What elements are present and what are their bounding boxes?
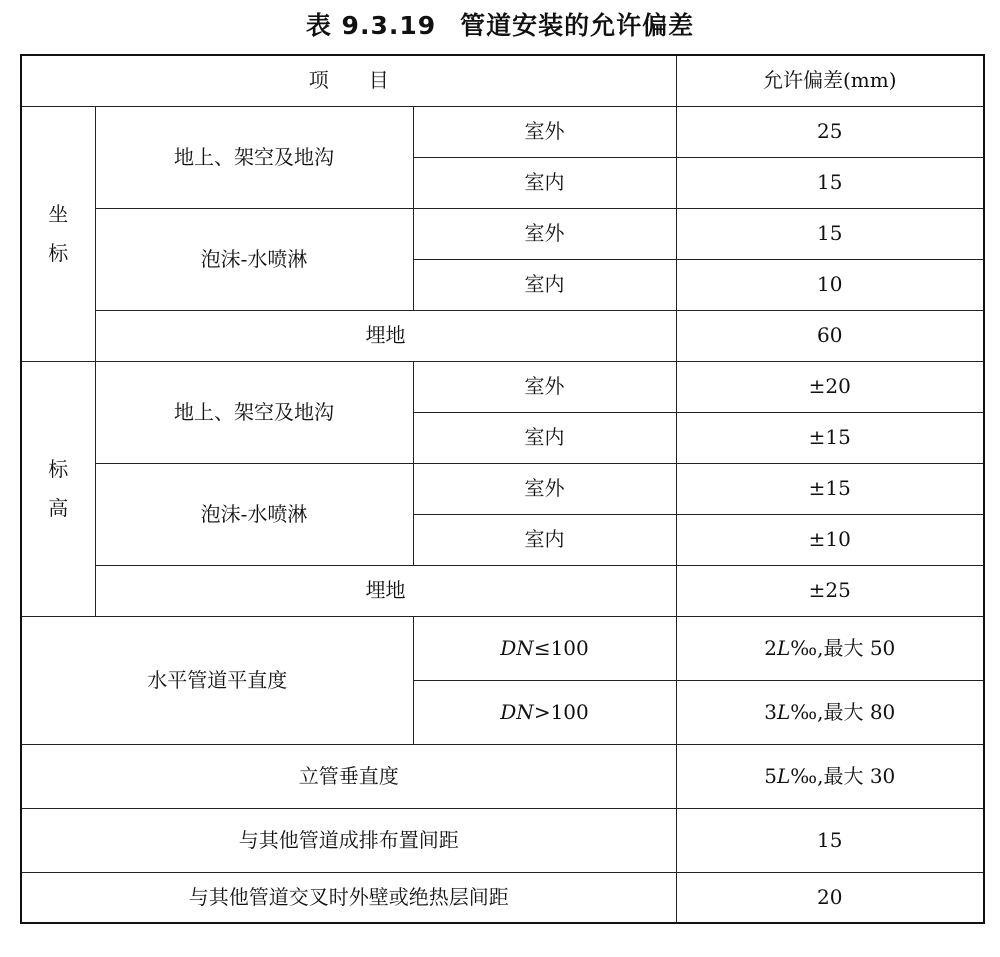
table-number: 表 9.3.19	[305, 11, 437, 40]
location-cell: 室外	[413, 106, 676, 157]
location-cell: 室内	[413, 514, 676, 565]
value-cell: ±15	[676, 463, 984, 514]
tolerance-table	[20, 54, 985, 924]
group-label-elevation: 标 高	[21, 361, 95, 616]
table-row	[21, 361, 984, 412]
table-row	[21, 208, 984, 259]
value-cell: 60	[676, 310, 984, 361]
table-row	[21, 744, 984, 808]
value-cell: 5L‰,最大 30	[676, 744, 984, 808]
value-cell: ±25	[676, 565, 984, 616]
location-cell: 室外	[413, 463, 676, 514]
value-cell: ±20	[676, 361, 984, 412]
location-cell: 室外	[413, 361, 676, 412]
subgroup-label: 埋地	[95, 310, 676, 361]
horizontal-label: 水平管道平直度	[21, 616, 413, 744]
subgroup-label: 地上、架空及地沟	[95, 361, 413, 463]
value-cell: 3L‰,最大 80	[676, 680, 984, 744]
value-cell: ±15	[676, 412, 984, 463]
condition-cell: DN≤100	[413, 616, 676, 680]
value-cell: 15	[676, 208, 984, 259]
table-title	[0, 6, 1000, 42]
header-row	[21, 55, 984, 106]
table-row	[21, 872, 984, 923]
table-row	[21, 463, 984, 514]
value-cell: ±10	[676, 514, 984, 565]
location-cell: 室内	[413, 412, 676, 463]
value-cell: 25	[676, 106, 984, 157]
value-cell: 15	[676, 157, 984, 208]
table-title-text: 管道安装的允许偏差	[460, 11, 695, 40]
table-row	[21, 106, 984, 157]
subgroup-label: 地上、架空及地沟	[95, 106, 413, 208]
value-cell: 10	[676, 259, 984, 310]
condition-cell: DN>100	[413, 680, 676, 744]
row-spacing-label: 与其他管道成排布置间距	[21, 808, 676, 872]
table-row	[21, 565, 984, 616]
location-cell: 室内	[413, 157, 676, 208]
header-item: 项目	[21, 55, 676, 106]
table-row	[21, 310, 984, 361]
table-row	[21, 808, 984, 872]
table-row	[21, 616, 984, 680]
location-cell: 室外	[413, 208, 676, 259]
riser-label: 立管垂直度	[21, 744, 676, 808]
subgroup-label: 泡沫-水喷淋	[95, 463, 413, 565]
cross-spacing-label: 与其他管道交叉时外壁或绝热层间距	[21, 872, 676, 923]
value-cell: 15	[676, 808, 984, 872]
subgroup-label: 泡沫-水喷淋	[95, 208, 413, 310]
value-cell: 2L‰,最大 50	[676, 616, 984, 680]
group-label-coordinate: 坐 标	[21, 106, 95, 361]
value-cell: 20	[676, 872, 984, 923]
header-tolerance: 允许偏差(mm)	[676, 55, 984, 106]
location-cell: 室内	[413, 259, 676, 310]
subgroup-label: 埋地	[95, 565, 676, 616]
